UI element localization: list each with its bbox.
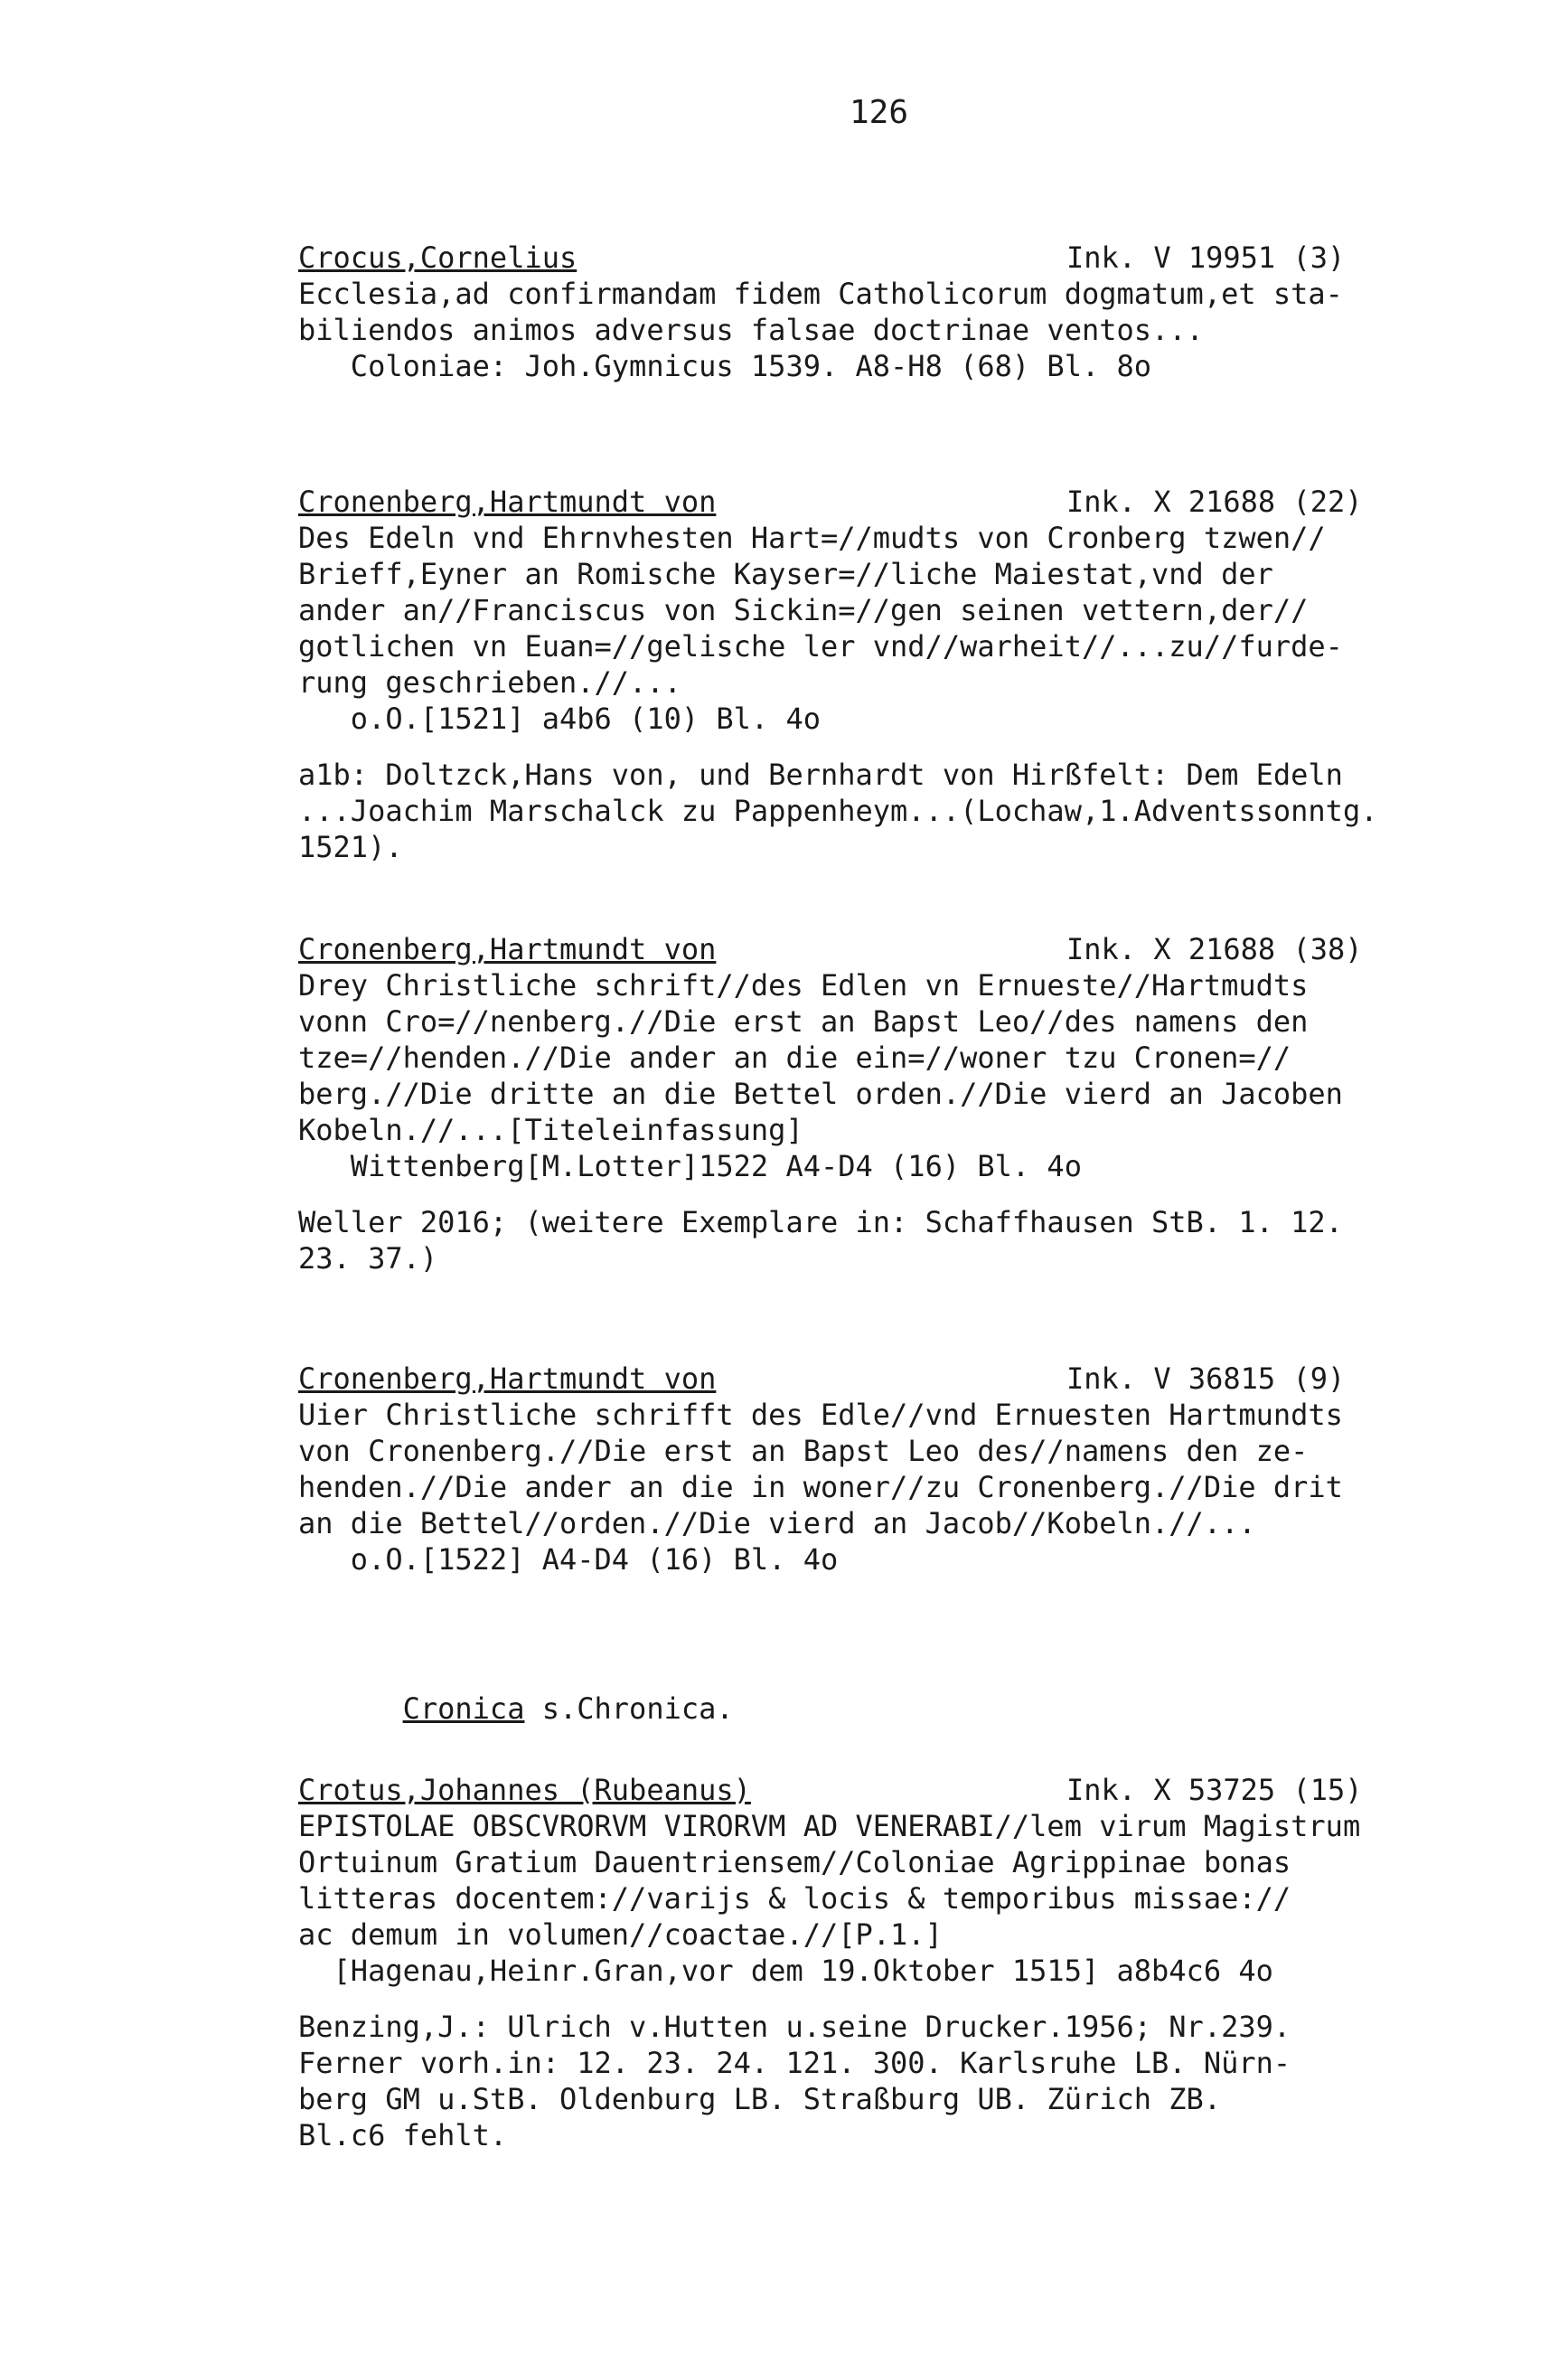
entry-note: Bl.c6 fehlt.: [298, 2118, 508, 2152]
entry-line: henden.//Die ander an die in woner//zu Cronenberg.//Die drit: [298, 1470, 1343, 1504]
entry-note: Ferner vorh.in: 12. 23. 24. 121. 300. Karlsruhe LB. Nürn-: [298, 2046, 1291, 2080]
entry-line: von Cronenberg.//Die erst an Bapst Leo des//namens den ze-: [298, 1434, 1309, 1468]
entry-heading: Cronenberg,Hartmundt von: [298, 932, 717, 966]
entry-line: o.O.[1522] A4-D4 (16) Bl. 4o: [298, 1542, 839, 1577]
entry-line: ac demum in volumen//coactae.//[P.1.]: [298, 1917, 943, 1952]
entry-line: EPISTOLAE OBSCVRORVM VIRORVM AD VENERABI//lem virum Magistrum: [298, 1809, 1361, 1843]
entry-heading: Crocus,Cornelius: [298, 240, 577, 275]
entry-line: ander an//Franciscus von Sickin=//gen seinen vettern,der//: [298, 593, 1309, 627]
entry-note: 1521).: [298, 830, 403, 864]
entry-line: Wittenberg[M.Lotter]1522 A4-D4 (16) Bl. 4o: [298, 1149, 1082, 1183]
entry-heading: Crotus,Johannes (Rubeanus): [298, 1773, 751, 1807]
entry-line: biliendos animos adversus falsae doctrinae ventos...: [298, 313, 1204, 347]
catalog-entry: [298, 240, 1491, 384]
page-number: 126: [850, 94, 909, 131]
entry-line: Brieff,Eyner an Romische Kayser=//liche Maiestat,vnd der: [298, 557, 1273, 591]
entry-line: Ecclesia,ad confirmandam fidem Catholicorum dogmatum,et sta-: [298, 277, 1343, 311]
entry-note: Benzing,J.: Ulrich v.Hutten u.seine Drucker.1956; Nr.239.: [298, 2010, 1291, 2044]
entry-line: gotlichen vn Euan=//gelische ler vnd//warheit//...zu//furde-: [298, 629, 1343, 664]
cross-reference: s.Chronica.: [524, 1691, 734, 1726]
entry-line: litteras docentem://varijs & locis & temporibus missae://: [298, 1881, 1291, 1916]
entry-heading: Cronenberg,Hartmundt von: [298, 1361, 717, 1396]
shelfmark: Ink. X 21688 (38): [1066, 932, 1363, 966]
entry-note: ...Joachim Marschalck zu Pappenheym...(Lochaw,1.Adventssonntg.: [298, 794, 1378, 828]
entry-line: o.O.[1521] a4b6 (10) Bl. 4o: [298, 702, 821, 736]
catalog-entry: [298, 931, 1491, 1276]
entry-line: Drey Christliche schrift//des Edlen vn Ernueste//Hartmudts: [298, 968, 1309, 1003]
entry-line: Des Edeln vnd Ehrnvhesten Hart=//mudts von Cronberg tzwen//: [298, 521, 1326, 555]
entry-note: berg GM u.StB. Oldenburg LB. Straßburg UB. Zürich ZB.: [298, 2082, 1222, 2116]
catalog-entry: [298, 484, 1491, 865]
entry-line: Kobeln.//...[Titeleinfassung]: [298, 1113, 803, 1147]
entry-note: 23. 37.): [298, 1241, 438, 1276]
entry-line: berg.//Die dritte an die Bettel orden.//Die vierd an Jacoben: [298, 1077, 1343, 1111]
shelfmark: Ink. V 19951 (3): [1066, 240, 1346, 275]
entry-line: tze=//henden.//Die ander an die ein=//woner tzu Cronen=//: [298, 1041, 1291, 1075]
catalog-entry: [298, 1361, 1491, 1578]
shelfmark: Ink. X 53725 (15): [1066, 1773, 1363, 1807]
entry-line: Uier Christliche schrifft des Edle//vnd Ernuesten Hartmundts: [298, 1398, 1343, 1432]
entry-heading: Cronica: [402, 1691, 525, 1726]
entry-line: vonn Cro=//nenberg.//Die erst an Bapst Leo//des namens den: [298, 1004, 1309, 1039]
entry-line: Ortuinum Gratium Dauentriensem//Coloniae Agrippinae bonas: [298, 1845, 1291, 1879]
entry-heading: Cronenberg,Hartmundt von: [298, 485, 717, 519]
entry-note: Weller 2016; (weitere Exemplare in: Schaffhausen StB. 1. 12.: [298, 1205, 1343, 1239]
shelfmark: Ink. V 36815 (9): [1066, 1361, 1346, 1396]
catalog-entry: [298, 1772, 1491, 2153]
catalog-entry: [298, 1654, 1491, 1763]
entry-line: [Hagenau,Heinr.Gran,vor dem 19.Oktober 1515] a8b4c6 4o: [298, 1954, 1273, 1988]
shelfmark: Ink. X 21688 (22): [1066, 485, 1363, 519]
entry-line: rung geschrieben.//...: [298, 665, 681, 700]
entry-line: Coloniae: Joh.Gymnicus 1539. A8-H8 (68) Bl. 8o: [298, 349, 1152, 383]
entry-line: an die Bettel//orden.//Die vierd an Jacob//Kobeln.//...: [298, 1506, 1256, 1540]
entry-note: a1b: Doltzck,Hans von, und Bernhardt von Hirßfelt: Dem Edeln: [298, 758, 1343, 792]
